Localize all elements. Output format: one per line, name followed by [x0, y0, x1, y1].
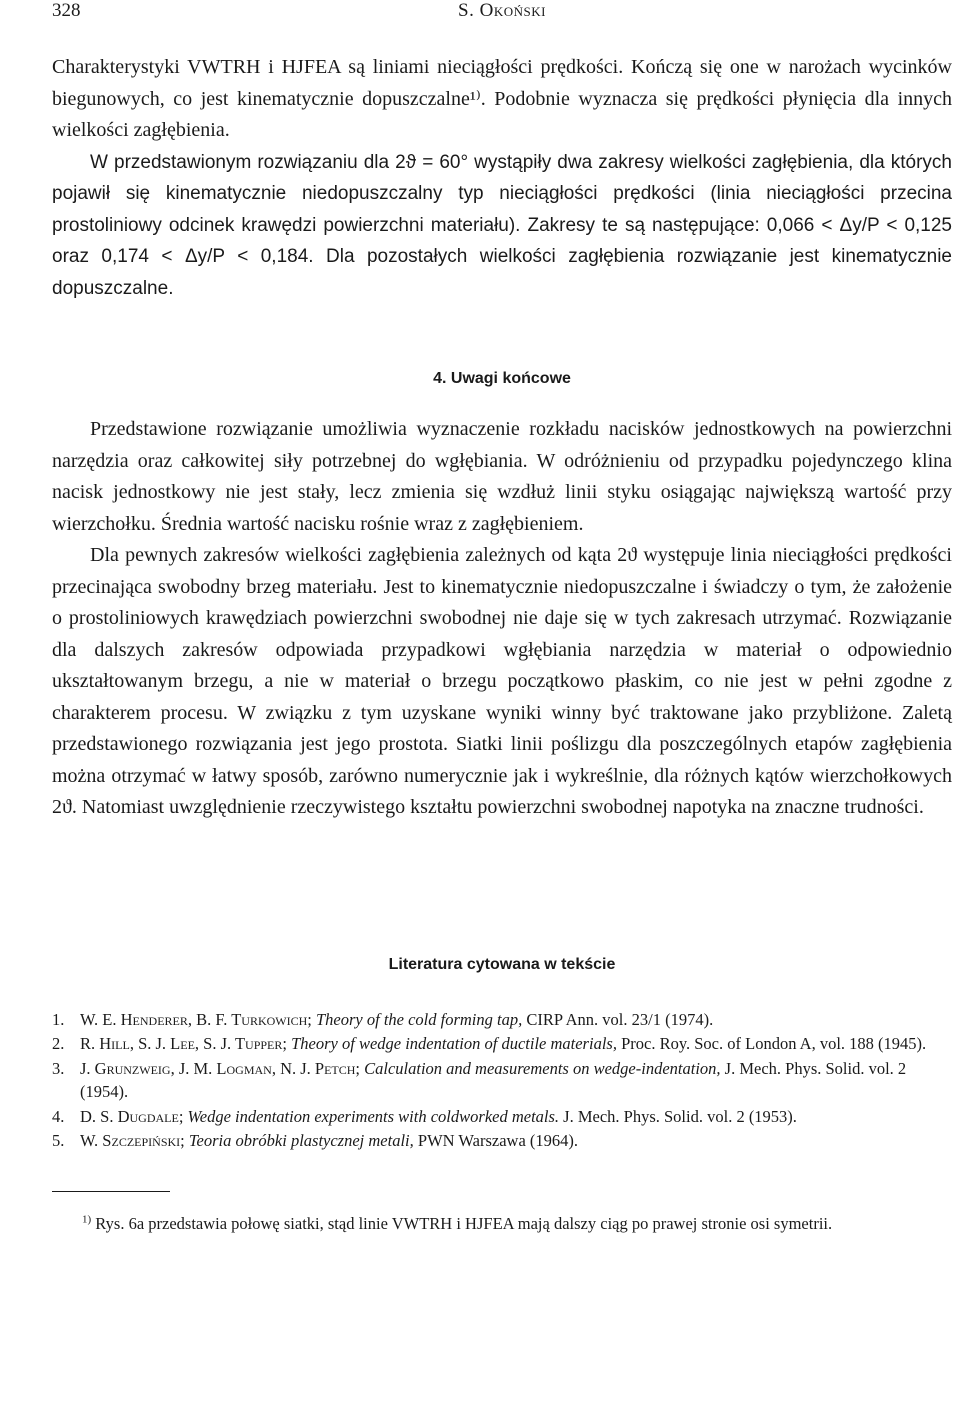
reference-number: 1. [52, 1009, 65, 1029]
footnote [52, 1212, 952, 1236]
reference-item [52, 1057, 952, 1104]
paragraph-2: W przedstawionym rozwiązaniu dla 2ϑ = 60° wystąpiły dwa zakresy wielkości zagłębienia, dla których pojawił się kinematycznie niedopuszczalny typ nieciągłości prędkości (linia nieciągłości przecina prostoliniowy odcinek krawędzi powierzchni materiału). Zakresy te są następujące: 0,066 < Δy/P < 0,125 oraz 0,174 < Δy/P < 0,184. Dla pozostałych wielkości zagłębienia rozwiązanie jest kinematycznie dopuszczalne. [52, 151, 952, 299]
reference-authors: R. Hill, S. J. Lee, S. J. Tupper; [80, 1034, 287, 1053]
reference-item [52, 1032, 952, 1056]
reference-title: Calculation and measurements on wedge-indentation, [364, 1058, 721, 1078]
footnote-divider [52, 1191, 170, 1192]
page-header [52, 0, 952, 30]
footnote-text: Rys. 6a przedstawia połowę siatki, stąd linie VWTRH i HJFEA mają dalszy ciąg po prawej stronie osi symetrii. [95, 1213, 833, 1233]
reference-authors: W. Szczepiński; [80, 1131, 185, 1150]
reference-item [52, 1008, 952, 1032]
reference-title: Theory of wedge indentation of ductile materials, [291, 1034, 617, 1053]
reference-authors: W. E. Henderer, B. F. Turkowich; [80, 1009, 312, 1029]
reference-source: CIRP Ann. vol. 23/1 (1974). [526, 1009, 714, 1029]
section-paragraph-2: Dla pewnych zakresów wielkości zagłębienia zależnych od kąta 2ϑ występuje linia nieciągłości prędkości przecinająca swobodny brzeg materiału. Jest to kinematycznie niedopuszczalne i świadczy o tym, że założenie o prostoliniowych krawędziach powierzchni swobodnej nie daje się w tych zakresach utrzymać. Rozwiązanie dla dalszych zakresów odpowiada przypadkowi wgłębiania narzędzia w materiał o odpowiednio ukształtowanym brzegu, a nie w materiał o brzegu początkowo płaskim, co nie jest w pełni zgodne z charakterem procesu. W związku z tym uzyskane wyniki winny być traktowane jako przybliżone. Zaletą przedstawionego rozwiązania jest jego prostota. Siatki linii poślizgu dla poszczególnych etapów zagłębienia można otrzymać w łatwy sposób, zarówno numerycznie jak i wykreślnie, dla różnych kątów wierzchołkowych 2ϑ. Natomiast uwzględnienie rzeczywistego kształtu powierzchni swobodnej napotyka na znaczne trudności. [52, 544, 952, 818]
reference-list [52, 1008, 952, 1153]
literature-heading: Literatura cytowana w tekście [388, 955, 616, 973]
footnote-mark: 1) [82, 1213, 92, 1225]
reference-source: J. Mech. Phys. Solid. vol. 2 (1953). [563, 1106, 797, 1126]
reference-source: J. Mech. Phys. Solid. vol. 2 (1954). [80, 1058, 907, 1101]
reference-number: 2. [52, 1034, 65, 1053]
reference-source: Proc. Roy. Soc. of London A, vol. 188 (1945). [621, 1034, 927, 1053]
reference-source: PWN Warszawa (1964). [417, 1131, 579, 1150]
page-number: 328 [52, 0, 81, 21]
reference-title: Teoria obróbki plastycznej metali, [188, 1131, 414, 1150]
reference-authors: J. Grunzweig, J. M. Logman, N. J. Petch; [80, 1058, 361, 1078]
page-body [52, 52, 952, 1235]
reference-number: 5. [52, 1131, 65, 1150]
running-head: S. Okoński [458, 0, 546, 21]
reference-number: 4. [52, 1106, 65, 1126]
section-heading: 4. Uwagi końcowe [433, 370, 571, 387]
reference-item [52, 1129, 952, 1153]
reference-authors: D. S. Dugdale; [80, 1106, 184, 1126]
paragraph-1: Charakterystyki VWTRH i HJFEA są liniami nieciągłości prędkości. Kończą się one w narożach wycinków biegunowych, co jest kinematycznie dopuszczalne¹⁾. Podobnie wyznacza się prędkości płynięcia dla innych wielkości zagłębienia. [52, 56, 952, 141]
reference-title: Theory of the cold forming tap, [315, 1009, 523, 1029]
reference-item [52, 1105, 952, 1129]
section-paragraph-1: Przedstawione rozwiązanie umożliwia wyznaczenie rozkładu nacisków jednostkowych na powierzchni narzędzia oraz całkowitej siły potrzebnej do wgłębiania. W odróżnieniu od przypadku pojedynczego klina nacisk jednostkowy nie jest stały, lecz zmienia się wzdłuż linii styku osiągając największą wartość przy wierzchołku. Średnia wartość nacisku rośnie wraz z zagłębieniem. [52, 418, 952, 535]
reference-title: Wedge indentation experiments with coldworked metals. [187, 1106, 560, 1126]
reference-number: 3. [52, 1058, 65, 1078]
